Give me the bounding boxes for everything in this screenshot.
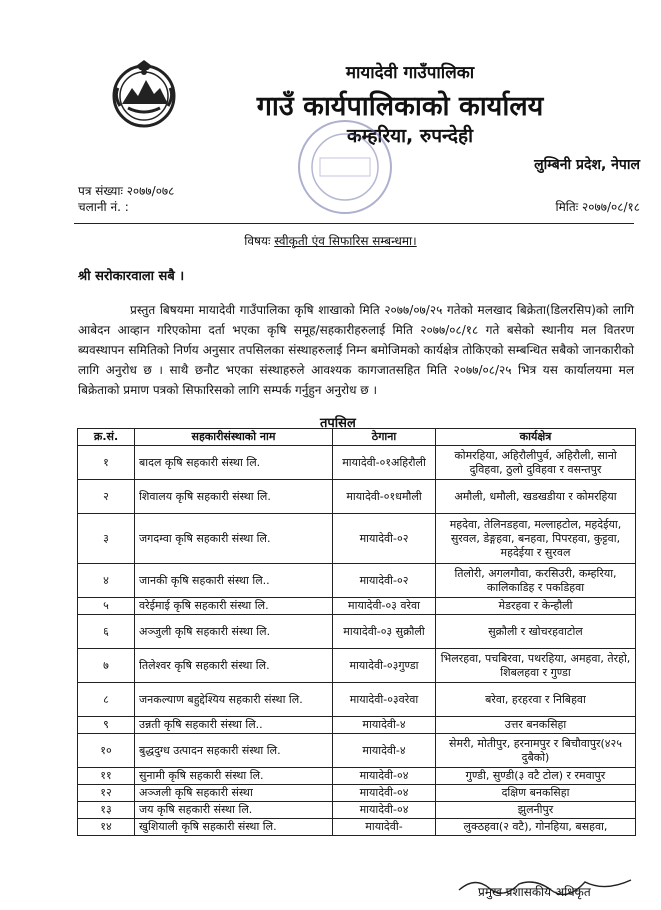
row-name: अञ्जली कृषि सहकारी संस्था bbox=[135, 785, 333, 802]
row-name: शिवालय कृषि सहकारी संस्था लि. bbox=[135, 480, 333, 514]
row-address: मायादेवी-०२ bbox=[333, 514, 436, 564]
row-serial: ११ bbox=[78, 768, 135, 785]
row-serial: २ bbox=[78, 480, 135, 514]
row-address: मायादेवी-०३ सुक्रौली bbox=[333, 615, 436, 649]
letter-body bbox=[78, 300, 634, 400]
row-address: मायादेवी-०२ bbox=[333, 564, 436, 598]
row-area: उत्तर बनकसिहा bbox=[436, 717, 636, 734]
dispatch-number: चलानी नं. : bbox=[78, 200, 129, 214]
row-serial: ६ bbox=[78, 615, 135, 649]
row-address: मायादेवी-०१अहिरौली bbox=[333, 446, 436, 480]
office-title: गाउँ कार्यपालिकाको कार्यालय bbox=[256, 91, 544, 122]
header-address: ठेगाना bbox=[333, 429, 436, 446]
table-row bbox=[78, 768, 636, 785]
row-name: जानकी कृषि सहकारी संस्था लि.. bbox=[135, 564, 333, 598]
table-row bbox=[78, 480, 636, 514]
row-address: मायादेवी-०३ वरेवा bbox=[333, 598, 436, 615]
table-row bbox=[78, 446, 636, 480]
office-address: कम्हरिया, रुपन्देही bbox=[346, 125, 473, 147]
row-address: मायादेवी- bbox=[333, 819, 436, 836]
row-serial: १२ bbox=[78, 785, 135, 802]
table-row bbox=[78, 734, 636, 768]
row-name: वरेईमाई कृषि सहकारी संस्था लि. bbox=[135, 598, 333, 615]
row-area: तिलोरी, अगलगौवा, करसिउरी, कम्हरिया, कालिकाडिह र पकडिहवा bbox=[436, 564, 636, 598]
row-name: जगदम्वा कृषि सहकारी संस्था लि. bbox=[135, 514, 333, 564]
subject-text: स्वीकृती एंव सिफारिस सम्बन्धमा। bbox=[274, 234, 417, 248]
row-address: मायादेवी-०३वरेवा bbox=[333, 683, 436, 717]
row-area: झुलनीपुर bbox=[436, 802, 636, 819]
letter-date: मितिः २०७७/०८/१८ bbox=[555, 200, 640, 214]
table-caption: तपसिल bbox=[320, 416, 356, 431]
row-area: भिलरहवा, पचबिरवा, पथरहिया, अमहवा, तेरहो, शिबलहवा र गुण्डा bbox=[436, 649, 636, 683]
row-address: मायादेवी-०१धमौली bbox=[333, 480, 436, 514]
row-area: सुक्रौली र खोचरहवाटोल bbox=[436, 615, 636, 649]
row-serial: ९ bbox=[78, 717, 135, 734]
body-paragraph: प्रस्तुत बिषयमा मायादेवी गाउँपालिका कृषि शाखाको मिति २०७७/०७/२५ गतेको मलखाद बिक्रेता(डिलरसिप)को लागि आबेदन आव्हान गरिएकोमा दर्ता भएका कृषि समूह/सहकारीहरुलाई मिति २०७७/०८/१८ गते बसेको स्थानीय मल वितरण ब्यवस्थापन समितिको निर्णय अनुसार तपसिलका संस्थाहरुलाई निम्न बमोजिमको कार्यक्षेत्र तोकिएको सम्बन्धित सबैको जानकारीको लागि अनुरोध छ । साथै छनौट भएका संस्थाहरुले आवश्यक कागजातसहित मिति २०७७/०८/२५ भित्र यस कार्यालयमा मल बिक्रेताको प्रमाण पत्रको सिफारिसको लागि सम्पर्क गर्नुहुन अनुरोध छ । bbox=[78, 303, 634, 397]
row-area: लुक्ठहवा(२ वटै), गोनहिया, बसहवा, bbox=[436, 819, 636, 836]
row-name: जय कृषि सहकारी संस्था लि. bbox=[135, 802, 333, 819]
table-row bbox=[78, 802, 636, 819]
row-name: बुद्धदुग्ध उत्पादन सहकारी संस्था लि. bbox=[135, 734, 333, 768]
table-row bbox=[78, 683, 636, 717]
row-serial: १० bbox=[78, 734, 135, 768]
municipality-name: मायादेवी गाउँपालिका bbox=[345, 63, 475, 83]
header-name: सहकारीसंस्थाको नाम bbox=[135, 429, 333, 446]
office-stamp-icon bbox=[296, 118, 394, 216]
table-row bbox=[78, 717, 636, 734]
header-area: कार्यक्षेत्र bbox=[436, 429, 636, 446]
header-serial: क्र.सं. bbox=[78, 429, 135, 446]
table-row bbox=[78, 819, 636, 836]
table-row bbox=[78, 615, 636, 649]
row-name: तिलेश्वर कृषि सहकारी संस्था लि. bbox=[135, 649, 333, 683]
row-area: अमौली, धमौली, खडखडीया र कोमरहिया bbox=[436, 480, 636, 514]
row-name: अञ्जुली कृषि सहकारी संस्था लि. bbox=[135, 615, 333, 649]
table-row bbox=[78, 514, 636, 564]
table-row bbox=[78, 649, 636, 683]
row-area: मेडरहवा र केन्हौली bbox=[436, 598, 636, 615]
row-serial: ४ bbox=[78, 564, 135, 598]
row-name: उन्नती कृषि सहकारी संस्था लि.. bbox=[135, 717, 333, 734]
row-serial: १४ bbox=[78, 819, 135, 836]
row-address: मायादेवी-४ bbox=[333, 734, 436, 768]
province-label: लुम्बिनी प्रदेश, नेपाल bbox=[534, 157, 640, 173]
row-name: बादल कृषि सहकारी संस्था लि. bbox=[135, 446, 333, 480]
salutation: श्री सरोकारवाला सबै । bbox=[78, 269, 185, 284]
row-name: सुनामी कृषि सहकारी संस्था लि. bbox=[135, 768, 333, 785]
table-row bbox=[78, 598, 636, 615]
row-area: कोमरहिया, अहिरौलीपुर्व, अहिरौली, सानो दुविहवा, ठुलो दुविहवा र वसन्तपुर bbox=[436, 446, 636, 480]
row-area: दक्षिण बनकसिहा bbox=[436, 785, 636, 802]
row-address: मायादेवी-०४ bbox=[333, 768, 436, 785]
row-area: सेमरी, मोतीपुर, हरनामपुर र बिचौवापुर(४२५ दुबैको) bbox=[436, 734, 636, 768]
row-name: खुशियाली कृषि सहकारी संस्था लि. bbox=[135, 819, 333, 836]
row-area: गुण्डी, सुण्डी(३ वटै टोल) र रमवापुर bbox=[436, 768, 636, 785]
table-row bbox=[78, 785, 636, 802]
row-area: महदेवा, तेलिनडहवा, मल्लाहटोल, महदेईया, सुरवल, डेङ्गहवा, बनहवा, पिपरहवा, कुट्टवा, महदेईया र सुरवल bbox=[436, 514, 636, 564]
cooperatives-table bbox=[77, 428, 636, 836]
signatory-title: प्रमुख प्रशासकीय अधिकृत bbox=[478, 885, 591, 899]
row-serial: १ bbox=[78, 446, 135, 480]
row-address: मायादेवी-०३गुण्डा bbox=[333, 649, 436, 683]
letter-number: पत्र संख्याः २०७७/०७८ bbox=[78, 184, 175, 198]
subject-label: विषयः bbox=[244, 234, 271, 248]
header-divider bbox=[74, 223, 634, 224]
row-name: जनकल्याण बहुद्देश्यिय सहकारी संस्था लि. bbox=[135, 683, 333, 717]
row-address: मायादेवी-०४ bbox=[333, 802, 436, 819]
table-row bbox=[78, 564, 636, 598]
subject-line bbox=[0, 232, 661, 249]
row-serial: ७ bbox=[78, 649, 135, 683]
row-address: मायादेवी-४ bbox=[333, 717, 436, 734]
row-serial: ८ bbox=[78, 683, 135, 717]
row-serial: ३ bbox=[78, 514, 135, 564]
row-serial: ५ bbox=[78, 598, 135, 615]
table-header-row bbox=[78, 429, 636, 446]
row-address: मायादेवी-०४ bbox=[333, 785, 436, 802]
row-serial: १३ bbox=[78, 802, 135, 819]
row-area: बरेवा, हरहरवा र निबिहवा bbox=[436, 683, 636, 717]
